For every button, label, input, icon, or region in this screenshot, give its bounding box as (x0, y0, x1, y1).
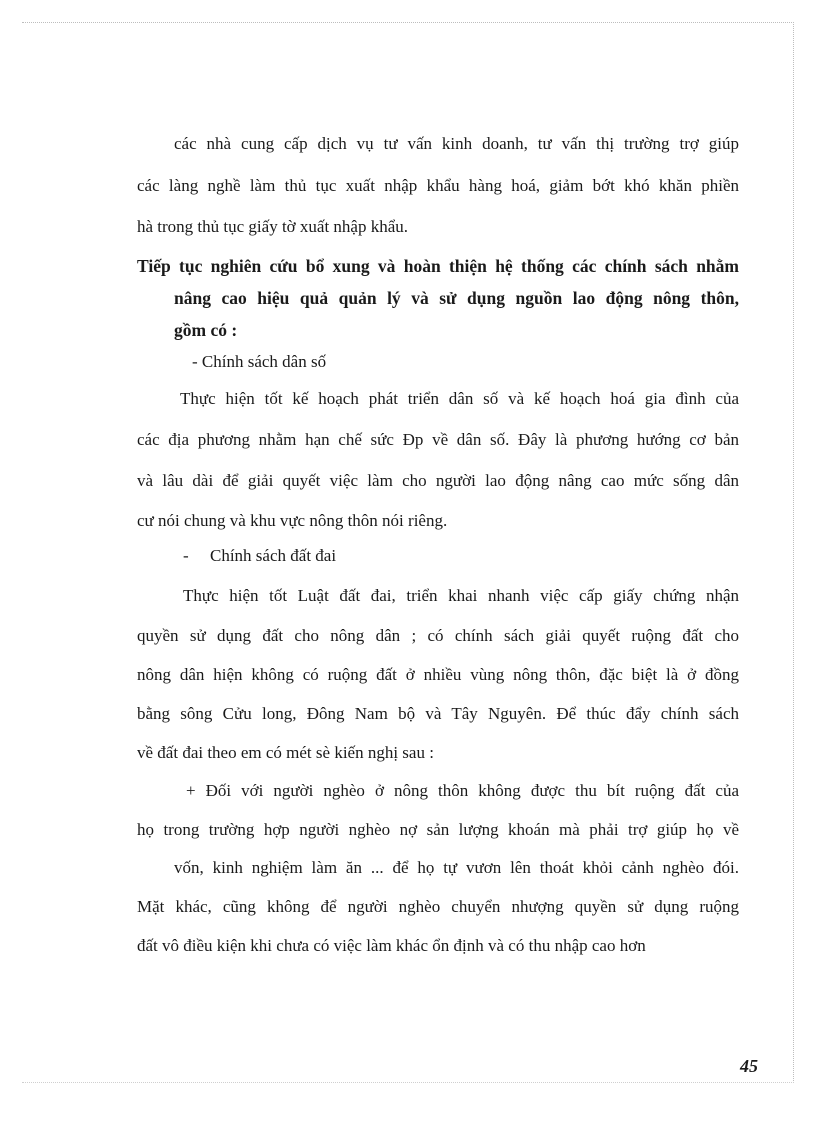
paragraph-1-line-3: hà trong thủ tục giấy tờ xuất nhập khẩu. (137, 217, 409, 236)
population-paragraph-line-2: các địa phương nhằm hạn chế sức Đp về dân số. Đây là phương hướng cơ bản (137, 430, 739, 449)
population-paragraph-line-1: Thực hiện tốt kế hoạch phát triển dân số và kế hoạch hoá gia đình của (180, 389, 739, 408)
recommendation-line-5: đất vô điều kiện khi chưa có việc làm khác ổn định và có thu nhập cao hơn (137, 936, 646, 955)
recommendation-line-2: họ trong trường hợp người nghèo nợ sản lượng khoán mà phải trợ giúp họ về (137, 820, 739, 839)
heading-line-1: Tiếp tục nghiên cứu bổ xung và hoàn thiện hệ thống các chính sách nhằm (137, 256, 739, 276)
heading-line-2: nâng cao hiệu quả quản lý và sử dụng nguồn lao động nông thôn, (174, 288, 739, 308)
page-border-top (22, 22, 794, 23)
paragraph-1-line-2: các làng nghề làm thủ tục xuất nhập khẩu hàng hoá, giảm bớt khó khăn phiền (137, 176, 739, 195)
land-paragraph-line-4: bằng sông Cửu long, Đông Nam bộ và Tây Nguyên. Để thúc đẩy chính sách (137, 704, 739, 723)
population-paragraph-line-3: và lâu dài để giải quyết việc làm cho người lao động nâng cao mức sống dân (137, 471, 739, 490)
land-policy-title: Chính sách đất đai (210, 546, 337, 565)
land-paragraph-line-5: về đất đai theo em có mét sè kiến nghị sau : (137, 743, 434, 762)
page-border-right (793, 22, 794, 1083)
population-policy-title: - Chính sách dân số (192, 352, 327, 371)
land-paragraph-line-2: quyền sử dụng đất cho nông dân ; có chính sách giải quyết ruộng đất cho (137, 626, 739, 645)
land-policy-dash: - (183, 546, 189, 565)
paragraph-1-line-1: các nhà cung cấp dịch vụ tư vấn kinh doanh, tư vấn thị trường trợ giúp (174, 134, 739, 153)
recommendation-line-3: vốn, kinh nghiệm làm ăn ... để họ tự vươn lên thoát khỏi cảnh nghèo đói. (174, 858, 739, 877)
recommendation-line-1: + Đối với người nghèo ở nông thôn không được thu bít ruộng đất của (186, 781, 739, 800)
recommendation-line-4: Mặt khác, cũng không để người nghèo chuyển nhượng quyền sử dụng ruộng (137, 897, 739, 916)
heading-line-3: gồm có : (174, 320, 238, 340)
land-paragraph-line-1: Thực hiện tốt Luật đất đai, triển khai nhanh việc cấp giấy chứng nhận (183, 586, 739, 605)
page-border-bottom (22, 1082, 794, 1083)
land-paragraph-line-3: nông dân hiện không có ruộng đất ở nhiều vùng nông thôn, đặc biệt là ở đồng (137, 665, 739, 684)
population-paragraph-line-4: cư nói chung và khu vực nông thôn nói riêng. (137, 511, 448, 530)
page-number: 45 (740, 1056, 758, 1076)
